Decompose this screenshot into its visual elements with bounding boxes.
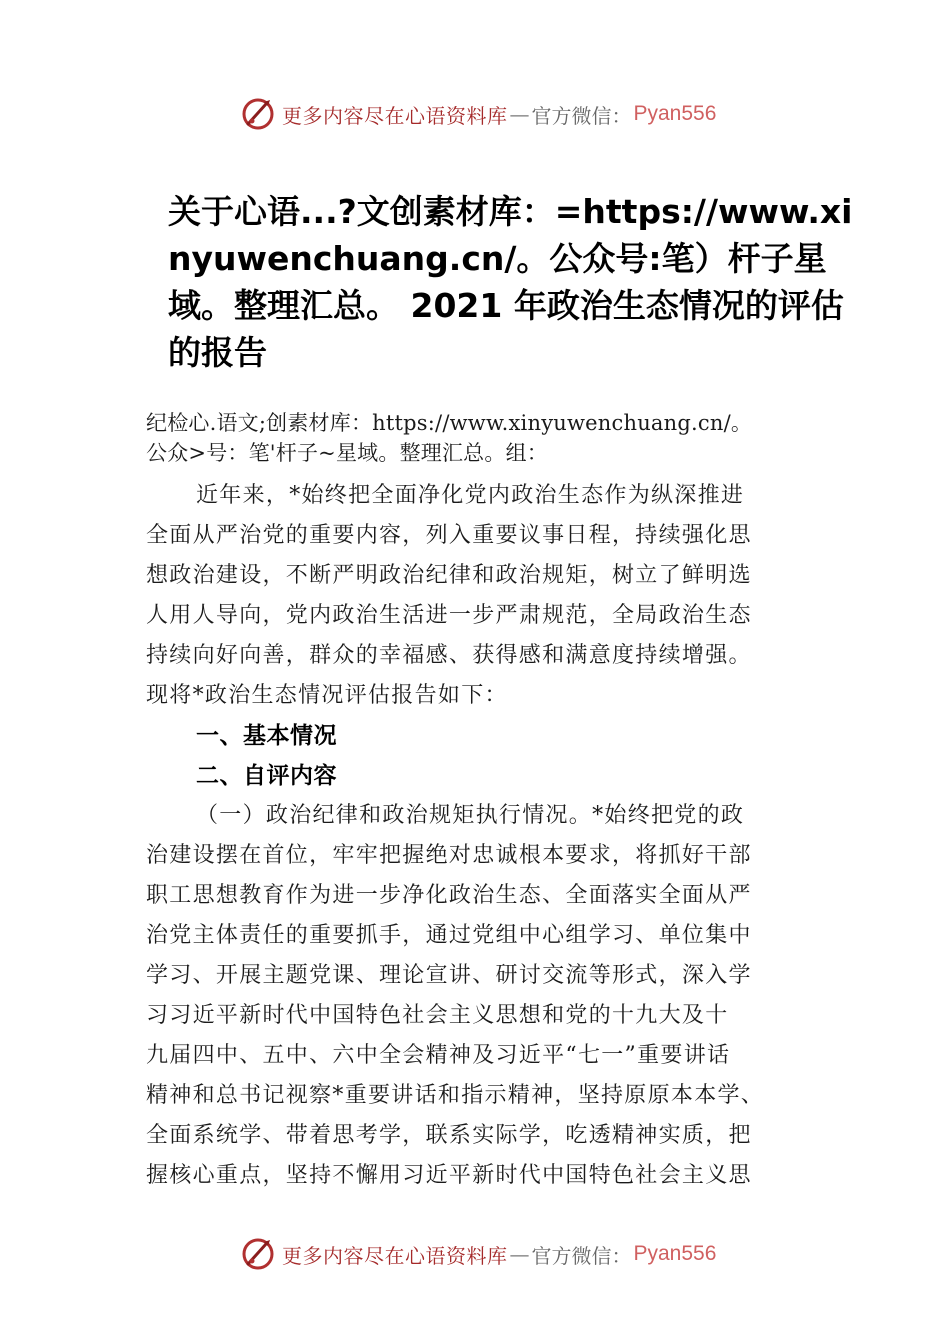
footer-banner <box>240 1236 716 1272</box>
paragraph-line: 精神和总书记视察*重要讲话和指示精神，坚持原原本本学、 <box>146 1083 765 1108</box>
paragraph-line: 近年来，*始终把全面净化党内政治生态作为纵深推进 <box>196 483 745 508</box>
paragraph-line: （一）政治纪律和政治规矩执行情况。*始终把党的政 <box>196 803 745 828</box>
section-heading: 二、自评内容 <box>196 763 337 789</box>
meta-line: 纪检心.语文;创素材库：https://www.xinyuwenchuang.cn/。 <box>146 411 753 435</box>
paragraph-line: 全面系统学、带着思考学，联系实际学，吃透精神实质，把 <box>146 1123 752 1148</box>
paragraph-line: 职工思想教育作为进一步净化政治生态、全面落实全面从严 <box>146 883 752 908</box>
document-title: 关于心语...?文创素材库：=https://www.xinyuwenchuang.cn/。公众号:笔）杆子星域。整理汇总。 2021 年政治生态情况的评估的报告 <box>168 192 853 372</box>
paragraph-line: 习习近平新时代中国特色社会主义思想和党的十九大及十 <box>146 1003 729 1028</box>
banner-wechat-label: 官方微信： <box>531 103 632 128</box>
brush-logo-icon <box>240 1236 276 1272</box>
header-banner <box>240 96 716 132</box>
banner-slogan: 更多内容尽在心语资料库 <box>282 103 508 128</box>
banner-separator: — <box>509 102 530 126</box>
banner-wechat-label: 官方微信： <box>531 1243 632 1268</box>
paragraph-line: 学习、开展主题党课、理论宣讲、研讨交流等形式，深入学 <box>146 963 752 988</box>
paragraph-line: 全面从严治党的重要内容，列入重要议事日程，持续强化思 <box>146 523 752 548</box>
paragraph-line: 九届四中、五中、六中全会精神及习近平“七一”重要讲话 <box>146 1043 731 1068</box>
document-body <box>146 408 811 1196</box>
paragraph-line: 握核心重点，坚持不懈用习近平新时代中国特色社会主义思 <box>146 1163 752 1188</box>
meta-line: 公众>号：笔'杆子~星域。整理汇总。组： <box>146 441 548 465</box>
paragraph-line: 人用人导向，党内政治生活进一步严肃规范，全局政治生态 <box>146 603 752 628</box>
brush-logo-icon <box>240 96 276 132</box>
paragraph-line: 持续向好向善，群众的幸福感、获得感和满意度持续增强。 <box>146 643 752 668</box>
paragraph-line: 治建设摆在首位，牢牢把握绝对忠诚根本要求，将抓好干部 <box>146 843 752 868</box>
paragraph-line: 治党主体责任的重要抓手，通过党组中心组学习、单位集中 <box>146 923 752 948</box>
paragraph-line: 现将*政治生态情况评估报告如下： <box>146 683 508 708</box>
banner-wechat-id: Pyan556 <box>633 1242 717 1265</box>
banner-slogan: 更多内容尽在心语资料库 <box>282 1243 508 1268</box>
paragraph-line: 想政治建设，不断严明政治纪律和政治规矩，树立了鲜明选 <box>146 563 752 588</box>
section-heading: 一、基本情况 <box>196 723 337 749</box>
banner-wechat-id: Pyan556 <box>633 102 717 125</box>
banner-separator: — <box>509 1242 530 1266</box>
